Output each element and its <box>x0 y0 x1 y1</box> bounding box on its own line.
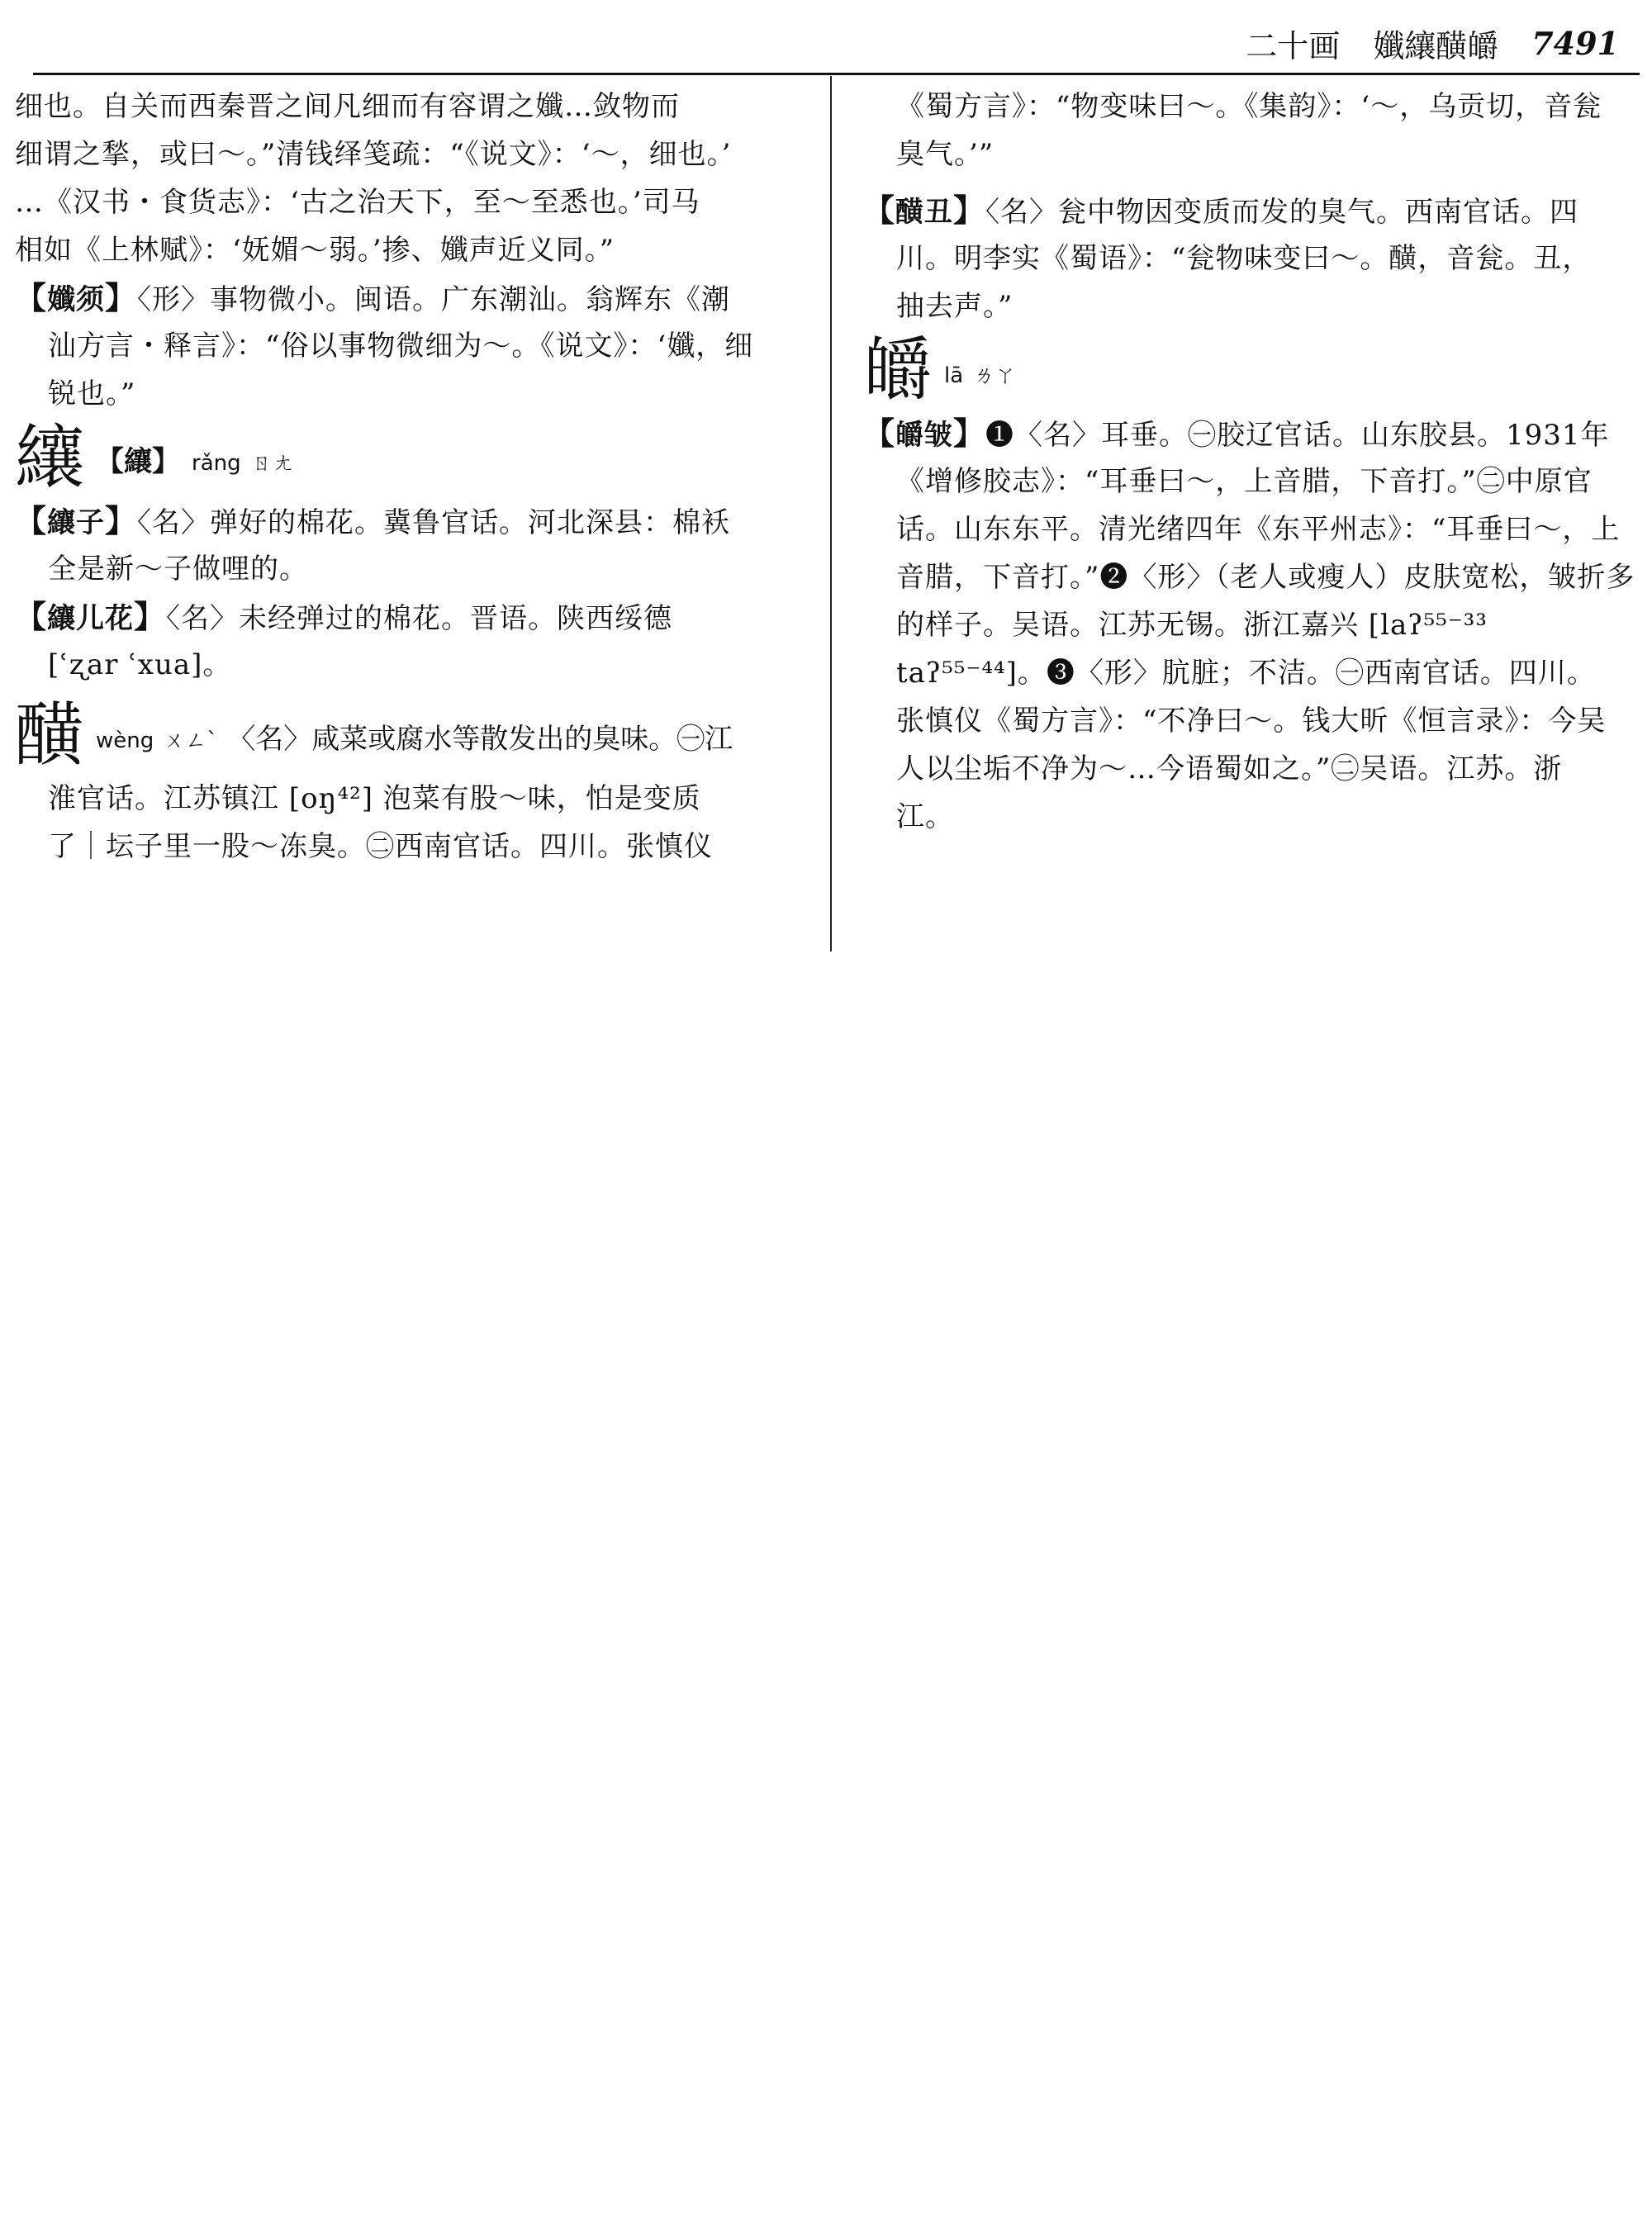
close-bracket: 】 <box>953 192 986 229</box>
close-bracket: 】 <box>134 598 167 635</box>
pinyin: lā <box>944 363 964 388</box>
head-character-weng <box>15 695 791 775</box>
text-line: …《汉书・食货志》：‘古之治天下，至～至悉也。’司马 <box>15 186 700 219</box>
column-divider <box>830 76 832 951</box>
close-bracket: 】 <box>953 415 986 452</box>
entry-text: 汕方言・释言》：“俗以事物微细为～。《说文》：‘孅，细 <box>48 330 754 363</box>
entry-lapo <box>863 410 1640 841</box>
entry-text: 张慎仪《蜀方言》：“不净曰～。钱大昕《恒言录》：今吴 <box>896 705 1607 738</box>
pinyin: wèng <box>96 728 154 753</box>
entry-text: 淮官话。江苏镇江 [oŋ⁴²] 泡菜有股～味，怕是变质 <box>48 782 701 815</box>
head-character-la <box>863 330 1640 410</box>
entry-text: 〈形〉事物微小。闽语。广东潮汕。翁辉东《潮 <box>137 283 731 316</box>
entry-wengchou <box>863 187 1640 330</box>
entry-headword: 䤑丑 <box>895 196 954 229</box>
left-column <box>15 83 791 871</box>
zhuyin: ㄨㄥˋ <box>164 728 218 753</box>
header-section: 二十画 <box>1246 27 1341 64</box>
entry-text: 川。明李实《蜀语》：“瓮物味变曰～。䤑，音瓮。丑， <box>896 242 1592 275</box>
entry-rangerhua <box>15 593 791 689</box>
entry-text: 抽去声。” <box>896 290 1014 323</box>
pinyin: rǎng <box>192 451 241 476</box>
entry-text: 〈名〉弹好的棉花。冀鲁官话。河北深县：棉袄 <box>137 506 731 539</box>
page-number: 7491 <box>1531 24 1619 62</box>
entry-text: 江。 <box>896 800 954 833</box>
zhuyin: ㄖㄤ <box>250 451 294 476</box>
header-chars: 孅纕䤑皭 <box>1373 27 1499 64</box>
entry-text: 音腊，下音打。”❷〈形〉（老人或瘦人）皮肤宽松，皱折多 <box>896 561 1635 594</box>
entry-headword: 孅须 <box>47 283 106 316</box>
entry-text: 〈名〉瓮中物因变质而发的臭气。西南官话。四 <box>985 196 1579 229</box>
entry-text: taʔ⁵⁵⁻⁴⁴]。❸〈形〉肮脏；不洁。㊀西南官话。四川。 <box>896 657 1596 690</box>
entry-text: 了｜坛子里一股～冻臭。㊁西南官话。四川。张慎仪 <box>48 830 713 863</box>
open-bracket: 【 <box>863 192 896 229</box>
entry-text: 《增修胶志》：“耳垂曰～，上音腊，下音打。”㊁中原官 <box>896 465 1593 498</box>
right-column <box>863 83 1640 841</box>
close-bracket: 】 <box>105 502 138 539</box>
open-bracket: 【 <box>15 279 48 316</box>
entry-text: ❶〈名〉耳垂。㊀胶辽官话。山东胶县。1931年 <box>985 419 1610 452</box>
text-line: 臭气。’” <box>896 138 995 171</box>
traditional-form: 【纕】 <box>96 445 181 478</box>
entry-text: 人以尘垢不净为～…今语蜀如之。”㊁吴语。江苏。浙 <box>896 752 1563 785</box>
entry-xumian <box>15 274 791 418</box>
head-character: 皭 <box>863 330 933 410</box>
entry-text: 全是新～子做哩的。 <box>48 553 308 586</box>
text-line: 《蜀方言》：“物变味曰～。《集韵》：‘～，乌贡切，音瓮 <box>896 90 1602 123</box>
head-character: 䤑 <box>15 695 85 776</box>
text-line: 相如《上林赋》：‘妩媚～弱。’掺、孅声近义同。” <box>15 234 615 267</box>
open-bracket: 【 <box>15 598 48 635</box>
header-rule <box>33 73 1640 75</box>
head-character: 纕 <box>15 417 85 498</box>
entry-text: 话。山东东平。清光绪四年《东平州志》：“耳垂曰～，上 <box>896 513 1621 546</box>
entry-headword: 纕儿花 <box>47 602 135 635</box>
close-bracket: 】 <box>105 279 138 316</box>
entry-text: 的样子。吴语。江苏无锡。浙江嘉兴 [laʔ⁵⁵⁻³³ <box>896 609 1488 642</box>
page-header <box>1246 18 1619 68</box>
entry-text: 〈名〉咸菜或腐水等散发出的臭味。㊀江 <box>227 723 733 756</box>
entry-text: 〈名〉未经弹过的棉花。晋语。陕西绥德 <box>166 602 673 635</box>
entry-rangzi <box>15 497 791 593</box>
entry-text: 锐也。” <box>48 377 136 410</box>
entry-text: [ʿʐar ʿxua]。 <box>48 648 232 681</box>
zhuyin: ㄌㄚ <box>973 363 1017 388</box>
head-character-rang <box>15 418 791 497</box>
entry-headword: 纕子 <box>47 506 106 539</box>
text-line: 细谓之揫，或曰～。”清钱绎笺疏：“《说文》：‘～，细也。’ <box>15 138 732 171</box>
open-bracket: 【 <box>15 502 48 539</box>
entry-headword: 皭皱 <box>895 419 954 452</box>
text-line: 细也。自关而西秦晋之间凡细而有容谓之孅…敛物而 <box>15 90 680 123</box>
open-bracket: 【 <box>863 415 896 452</box>
